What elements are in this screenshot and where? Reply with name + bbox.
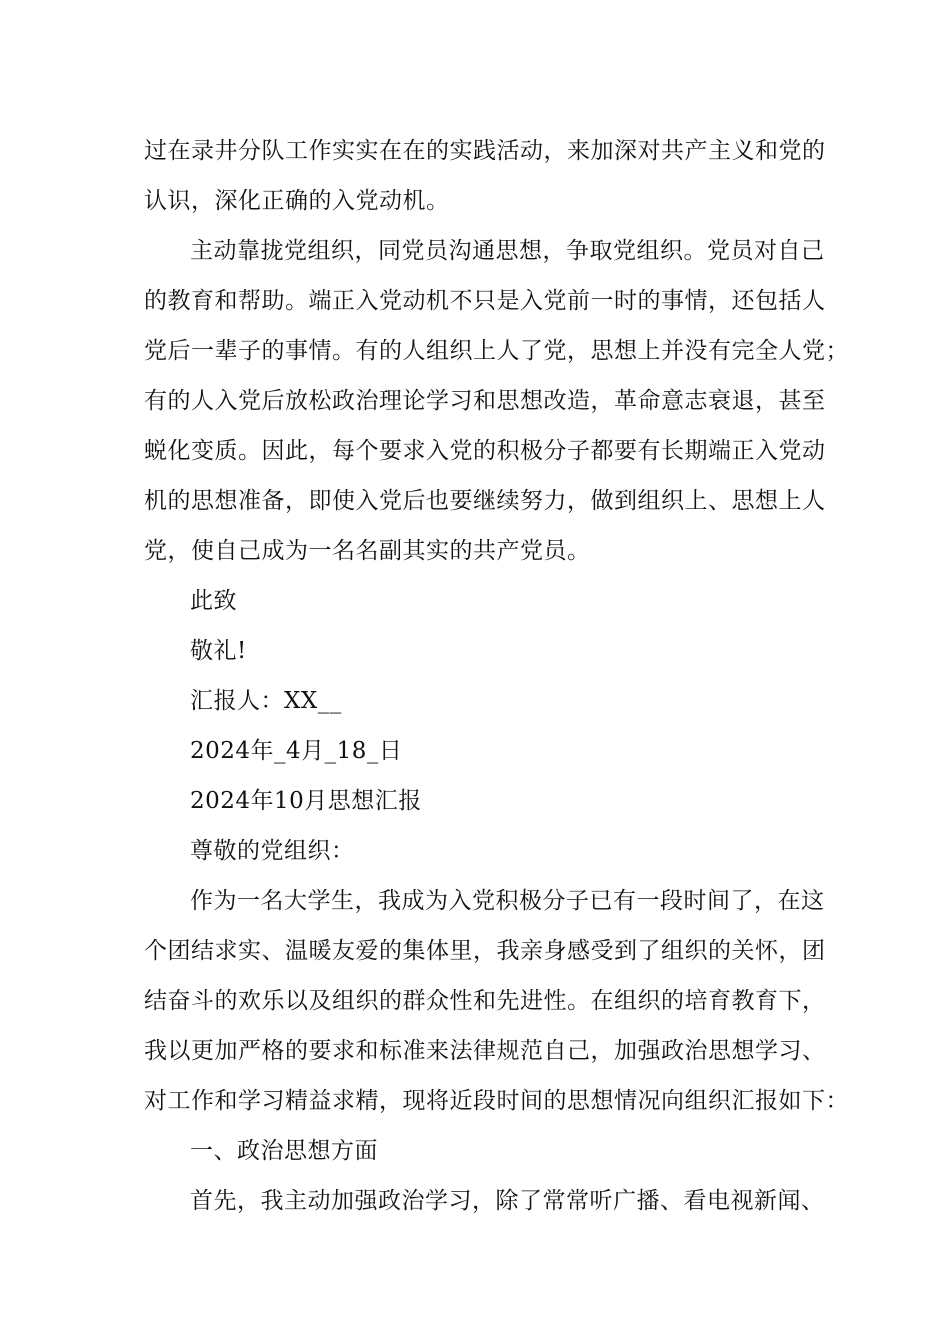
reporter-line: 汇报人：XX__ (190, 688, 342, 714)
paragraph-first-line: 作为一名大学生，我成为入党积极分子已有一段时间了，在这 (190, 888, 825, 914)
paragraph-first-line: 首先，我主动加强政治学习，除了常常听广播、看电视新闻、 (190, 1188, 825, 1214)
text-line: 个团结求实、温暖友爱的集体里，我亲身感受到了组织的关怀，团 (144, 938, 826, 964)
text-line: 党后一辈子的事情。有的人组织上人了党，思想上并没有完全人党； (144, 338, 849, 364)
closing-regards: 敬礼! (190, 638, 247, 664)
text-line: 我以更加严格的要求和标准来法律规范自己，加强政治思想学习、 (144, 1038, 826, 1064)
text-line: 蜕化变质。因此，每个要求入党的积极分子都要有长期端正入党动 (144, 438, 826, 464)
text-line: 党，使自己成为一名名副其实的共产党员。 (144, 538, 591, 564)
date-line: 2024年_4月_18_日 (190, 738, 403, 764)
paragraph-first-line: 主动靠拢党组织，同党员沟通思想，争取党组织。党员对自己 (190, 238, 825, 264)
text-line: 机的思想准备，即使入党后也要继续努力，做到组织上、思想上人 (144, 488, 826, 514)
report-title: 2024年10月思想汇报 (190, 788, 422, 814)
section-heading: 一、政治思想方面 (190, 1138, 378, 1164)
text-line: 的教育和帮助。端正入党动机不只是入党前一时的事情，还包括人 (144, 288, 826, 314)
text-line: 过在录井分队工作实实在在的实践活动，来加深对共产主义和党的 (144, 138, 826, 164)
closing-salutation: 此致 (190, 588, 237, 614)
text-line: 有的人入党后放松政治理论学习和思想改造，革命意志衰退，甚至 (144, 388, 826, 414)
text-line: 对工作和学习精益求精，现将近段时间的思想情况向组织汇报如下： (144, 1088, 849, 1114)
greeting-line: 尊敬的党组织： (190, 838, 355, 864)
text-line: 认识，深化正确的入党动机。 (144, 188, 450, 214)
text-line: 结奋斗的欢乐以及组织的群众性和先进性。在组织的培育教育下， (144, 988, 826, 1014)
